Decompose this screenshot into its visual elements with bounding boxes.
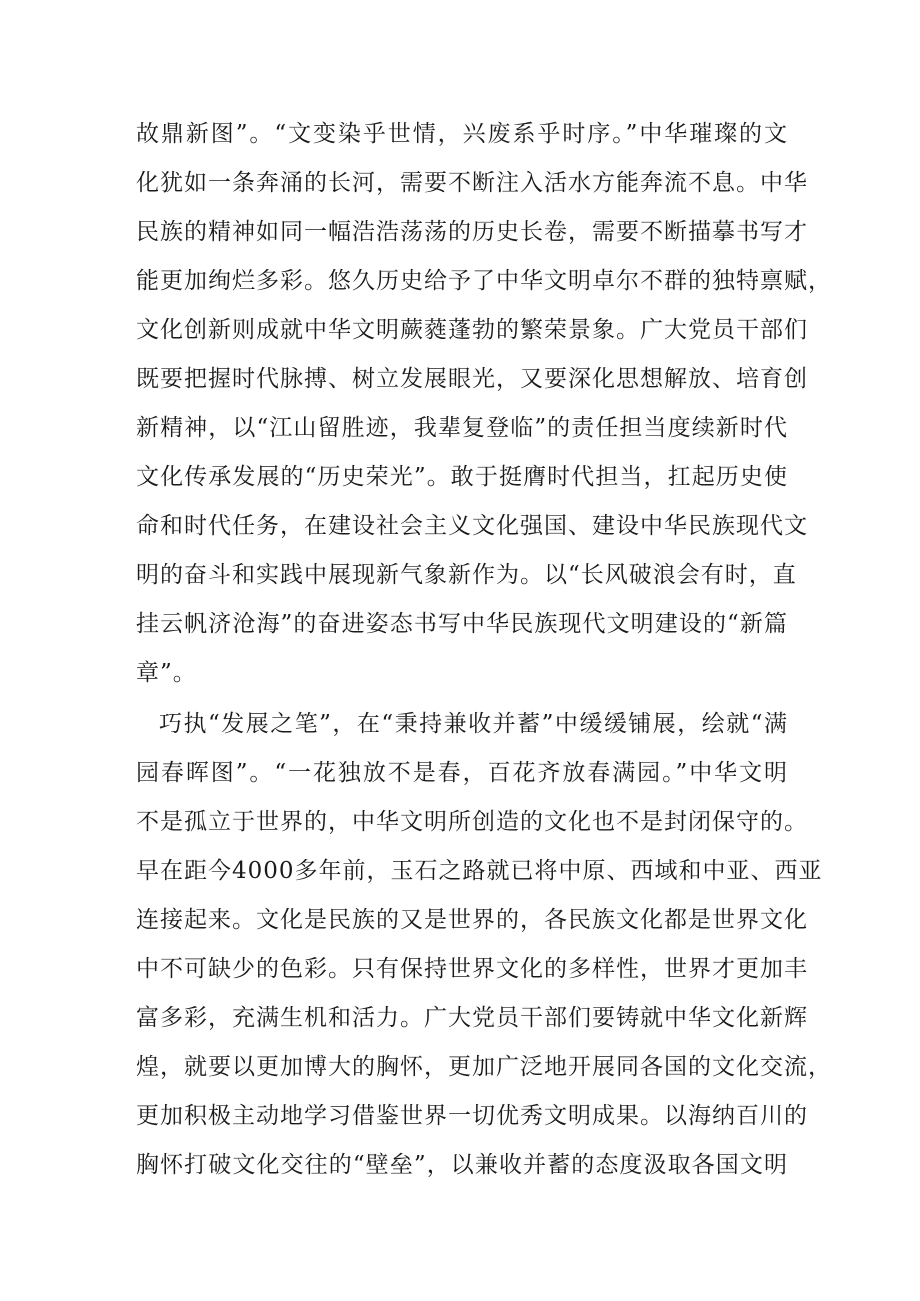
paragraph-line: 明的奋斗和实践中展现新气象新作为。以“长风破浪会有时，直 bbox=[136, 562, 797, 588]
paragraph-line: 既要把握时代脉搏、树立发展眼光，又要深化思想解放、培育创 bbox=[136, 366, 808, 392]
paragraph-line: 早在距今4000多年前，玉石之路就已将中原、西域和中亚、西亚 bbox=[136, 858, 823, 884]
paragraph-line: 园春晖图”。“一花独放不是春，百花齐放春满园。”中华文明 bbox=[136, 760, 788, 786]
paragraph-line: 巧执“发展之笔”，在“秉持兼收并蓄”中缓缓铺展，绘就“满 bbox=[159, 711, 788, 737]
paragraph-line: 章”。 bbox=[136, 660, 197, 686]
paragraph-line: 化犹如一条奔涌的长河，需要不断注入活水方能奔流不息。中华 bbox=[136, 170, 808, 196]
paragraph-line: 煌，就要以更加博大的胸怀，更加广泛地开展同各国的文化交流， bbox=[136, 1054, 832, 1080]
paragraph-line: 中不可缺少的色彩。只有保持世界文化的多样性，世界才更加丰 bbox=[136, 956, 808, 982]
paragraph-line: 不是孤立于世界的，中华文明所创造的文化也不是封闭保守的。 bbox=[136, 809, 808, 835]
paragraph-line: 故鼎新图”。“文变染乎世情，兴废系乎时序。”中华璀璨的文 bbox=[136, 121, 788, 147]
paragraph-line: 挂云帆济沧海”的奋进姿态书写中华民族现代文明建设的“新篇 bbox=[136, 611, 788, 637]
paragraph-line: 更加积极主动地学习借鉴世界一切优秀文明成果。以海纳百川的 bbox=[136, 1103, 808, 1129]
paragraph-1 bbox=[136, 110, 832, 698]
paragraph-2 bbox=[136, 700, 832, 1190]
paragraph-line: 文化传承发展的“历史荣光”。敢于挺膺时代担当，扛起历史使 bbox=[136, 464, 788, 490]
paragraph-line: 民族的精神如同一幅浩浩荡荡的历史长卷，需要不断描摹书写才 bbox=[136, 219, 808, 245]
paragraph-line: 连接起来。文化是民族的又是世界的，各民族文化都是世界文化 bbox=[136, 907, 808, 933]
paragraph-line: 命和时代任务，在建设社会主义文化强国、建设中华民族现代文 bbox=[136, 513, 808, 539]
paragraph-line: 文化创新则成就中华文明蕨蕤蓬勃的繁荣景象。广大党员干部们 bbox=[136, 317, 808, 343]
paragraph-line: 富多彩，充满生机和活力。广大党员干部们要铸就中华文化新辉 bbox=[136, 1005, 808, 1031]
paragraph-line: 胸怀打破文化交往的“壁垒”，以兼收并蓄的态度汲取各国文明 bbox=[136, 1152, 788, 1178]
paragraph-line: 新精神，以“江山留胜迹，我辈复登临”的责任担当度续新时代 bbox=[136, 415, 788, 441]
paragraph-line: 能更加绚烂多彩。悠久历史给予了中华文明卓尔不群的独特禀赋， bbox=[136, 268, 832, 294]
